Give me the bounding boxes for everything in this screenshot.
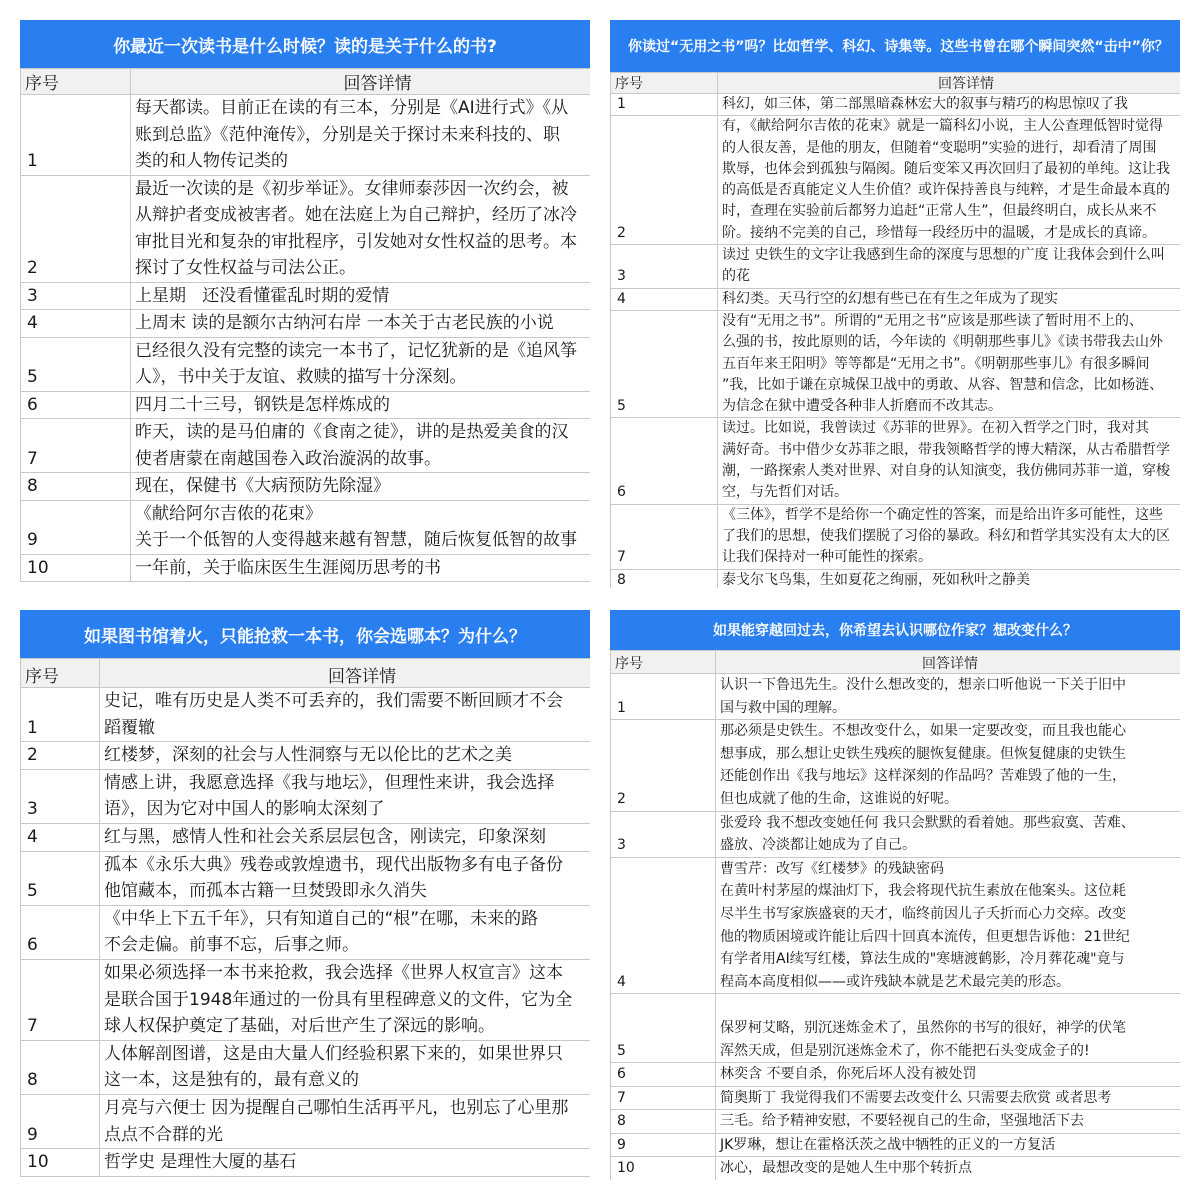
- table-row: [21, 823, 591, 851]
- answer-text: 冰心，最想改变的是她人生中那个转折点: [716, 1157, 1181, 1180]
- survey-panel-useless-books: [610, 20, 1180, 588]
- answer-text: 红与黑，感情人性和社会关系层层包含，刚读完，印象深刻: [100, 823, 591, 851]
- answer-text: 月亮与六便士 因为提醒自己哪怕生活再平凡，也别忘了心里那 点点不合群的光: [100, 1094, 591, 1148]
- row-number: 7: [611, 1086, 716, 1110]
- answer-text: 人体解剖图谱，这是由大量人们经验积累下来的，如果世界只 这一本，这是独有的，最有意义的: [100, 1040, 591, 1094]
- answer-text: 曹雪芹：改写《红楼梦》的残缺密码 在黄叶村茅屋的煤油灯下，我会将现代抗生素放在他案头。这位耗 尽半生书写家族盛衰的天才，临终前因儿子夭折而心力交瘁。改变 他的物质困境或许能让后四十回真本流传，但更想告诉他：21世纪 有学者用AI续写红楼，算法生成的"寒塘渡鹤影，冷月葬花魂"竟与 程高本高度相似——或许残缺本就是艺术最完美的形态。: [716, 857, 1181, 994]
- answer-text: 读过。比如说，我曾读过《苏菲的世界》。在初入哲学之门时，我对其 满好奇。书中借少女苏菲之眼，带我领略哲学的博大精深，从古希腊哲学 潮，一路探索人类对世界、对自身的认知演变，我仿佛同苏菲一道，穿梭 空，与先哲们对话。: [718, 418, 1181, 504]
- row-number: 8: [21, 1040, 100, 1094]
- row-number: 4: [21, 310, 131, 338]
- column-header-answer: 回答详情: [718, 73, 1181, 94]
- row-number: 4: [21, 823, 100, 851]
- row-number: 4: [611, 857, 716, 994]
- answer-text: 没有“无用之书”。所谓的“无用之书”应该是那些读了暂时用不上的、 么强的书，按此原则的话，今年读的《明朝那些事儿》《读书带我去山外 五百年来王阳明》等等都是“无用之书”。《明朝那些事儿》有很多瞬间 ”我，比如于谦在京城保卫战中的勇敢、从容、智慧和信念，比如杨涟、 为信念在狱中遭受各种非人折磨而不改其志。: [718, 310, 1181, 417]
- answer-text: 读过 史铁生的文字让我感到生命的深度与思想的广度 让我体会到什么叫 的花: [718, 245, 1181, 289]
- panel-title: 如果能穿越回过去，你希望去认识哪位作家？想改变什么？: [610, 610, 1180, 650]
- table-row: [21, 554, 591, 582]
- column-header-answer: 回答详情: [100, 659, 591, 688]
- row-number: 1: [611, 94, 718, 116]
- table-row: [21, 1094, 591, 1148]
- answers-table: [20, 68, 590, 582]
- row-number: 4: [611, 288, 718, 310]
- panel-title: 如果图书馆着火，只能抢救一本书，你会选哪本？为什么？: [20, 610, 590, 658]
- answer-text: 四月二十三号，钢铁是怎样炼成的: [131, 391, 591, 419]
- answer-text: 科幻，如三体，第二部黑暗森林宏大的叙事与精巧的构思惊叹了我: [718, 94, 1181, 116]
- table-row: [611, 1086, 1181, 1110]
- answer-text: 有，《献给阿尔吉侬的花束》就是一篇科幻小说，主人公查理低智时觉得 的人很友善，是他的朋友，但随着“变聪明”实验的进行，却看清了周围 欺辱，也体会到孤独与隔阂。随后变笨又再次回归了最初的单纯。这让我 的高低是否真能定义人生价值？或许保持善良与纯粹，才是生命最本真的 时，查理在实验前后都努力追赶“正常人生”，但最终明白，成长从来不 阶。接纳不完美的自己，珍惜每一段经历中的温暖，才是成长的真谛。: [718, 116, 1181, 245]
- answers-table: [610, 72, 1180, 588]
- answer-text: 已经很久没有完整的读完一本书了，记忆犹新的是《追风筝 人》，书中关于友谊、救赎的描写十分深刻。: [131, 337, 591, 391]
- table-row: [611, 994, 1181, 1063]
- table-row: [21, 851, 591, 905]
- table-header-row: [611, 73, 1181, 94]
- answer-text: 每天都读。目前正在读的有三本，分别是《AI进行式》《从 账到总监》《范仲淹传》，分别是关于探讨未来科技的、职 类的和人物传记类的: [131, 95, 591, 176]
- table-row: [21, 419, 591, 473]
- row-number: 6: [611, 1063, 716, 1087]
- answer-text: 昨天，读的是马伯庸的《食南之徒》，讲的是热爱美食的汉 使者唐蒙在南越国卷入政治漩涡的故事。: [131, 419, 591, 473]
- column-header-answer: 回答详情: [131, 69, 591, 95]
- table-row: [21, 905, 591, 959]
- table-row: [21, 310, 591, 338]
- answer-text: 情感上讲，我愿意选择《我与地坛》，但理性来讲，我会选择 语》，因为它对中国人的影响太深刻了: [100, 769, 591, 823]
- table-row: [611, 310, 1181, 417]
- panel-title: 你读过“无用之书”吗？比如哲学、科幻、诗集等。这些书曾在哪个瞬间突然“击中”你？: [610, 20, 1180, 72]
- row-number: 5: [21, 851, 100, 905]
- row-number: 6: [611, 418, 718, 504]
- table-row: [611, 1133, 1181, 1157]
- table-header-row: [611, 651, 1181, 674]
- table-row: [611, 116, 1181, 245]
- answer-text: 科幻类。天马行空的幻想有些已在有生之年成为了现实: [718, 288, 1181, 310]
- table-row: [21, 1149, 591, 1177]
- answer-text: 林奕含 不要自杀，你死后坏人没有被处罚: [716, 1063, 1181, 1087]
- row-number: 5: [611, 310, 718, 417]
- table-row: [611, 857, 1181, 994]
- column-header-number: 序号: [611, 651, 716, 674]
- table-row: [611, 288, 1181, 310]
- table-row: [611, 811, 1181, 857]
- row-number: 6: [21, 905, 100, 959]
- answers-table: [610, 650, 1180, 1180]
- row-number: 3: [611, 245, 718, 289]
- answer-text: 史记，唯有历史是人类不可丢弃的，我们需要不断回顾才不会 蹈覆辙: [100, 688, 591, 742]
- answer-text: 保罗柯艾略，别沉迷炼金术了，虽然你的书写的很好，神学的伏笔 浑然天成，但是别沉迷炼金术了，你不能把石头变成金子的!: [716, 994, 1181, 1063]
- table-row: [611, 1110, 1181, 1134]
- row-number: 10: [21, 554, 131, 582]
- table-row: [611, 1157, 1181, 1180]
- answer-text: 红楼梦，深刻的社会与人性洞察与无以伦比的艺术之美: [100, 742, 591, 770]
- answer-text: 一年前，关于临床医生生涯阅历思考的书: [131, 554, 591, 582]
- table-row: [21, 769, 591, 823]
- row-number: 9: [21, 1094, 100, 1148]
- answer-text: 孤本《永乐大典》残卷或敦煌遗书，现代出版物多有电子备份 他馆藏本，而孤本古籍一旦焚毁即永久消失: [100, 851, 591, 905]
- answer-text: 张爱玲 我不想改变她任何 我只会默默的看着她。那些寂寞、苦难、 盛放、冷淡都让她成为了自己。: [716, 811, 1181, 857]
- table-row: [21, 688, 591, 742]
- table-row: [21, 282, 591, 310]
- answer-text: 现在，保健书《大病预防先除湿》: [131, 473, 591, 501]
- answer-text: 《三体》，哲学不是给你一个确定性的答案，而是给出许多可能性，这些 了我们的思想，使我们摆脱了习俗的暴政。科幻和哲学其实没有太大的区 让我们保持对一种可能性的探索。: [718, 504, 1181, 569]
- answer-text: 那必须是史铁生。不想改变什么，如果一定要改变，而且我也能心 想事成，那么想让史铁生残疾的腿恢复健康。但恢复健康的史铁生 还能创作出《我与地坛》这样深刻的作品吗？苦难毁了他的一生， 但也成就了他的生命，这谁说的好呢。: [716, 720, 1181, 811]
- row-number: 3: [611, 811, 716, 857]
- answer-text: 三毛。给予精神安慰，不要轻视自己的生命，坚强地活下去: [716, 1110, 1181, 1134]
- table-row: [611, 720, 1181, 811]
- table-header-row: [21, 659, 591, 688]
- answer-text: 认识一下鲁迅先生。没什么想改变的，想亲口听他说一下关于旧中 国与救中国的理解。: [716, 674, 1181, 720]
- row-number: 8: [611, 1110, 716, 1134]
- survey-panel-time-travel-author: [610, 610, 1180, 1180]
- table-row: [611, 569, 1181, 588]
- table-row: [21, 959, 591, 1040]
- survey-panel-library-fire: [20, 610, 590, 1180]
- answers-table: [20, 658, 590, 1177]
- table-row: [611, 94, 1181, 116]
- table-row: [611, 1063, 1181, 1087]
- answer-text: 泰戈尔飞鸟集，生如夏花之绚丽，死如秋叶之静美: [718, 569, 1181, 588]
- answer-text: 哲学史 是理性大厦的基石: [100, 1149, 591, 1177]
- row-number: 7: [21, 419, 131, 473]
- table-row: [21, 337, 591, 391]
- table-row: [21, 742, 591, 770]
- row-number: 7: [611, 504, 718, 569]
- row-number: 1: [21, 95, 131, 176]
- row-number: 9: [611, 1133, 716, 1157]
- row-number: 10: [611, 1157, 716, 1180]
- row-number: 2: [611, 116, 718, 245]
- column-header-answer: 回答详情: [716, 651, 1181, 674]
- table-row: [21, 175, 591, 282]
- row-number: 6: [21, 391, 131, 419]
- table-row: [21, 473, 591, 501]
- answer-text: 简奥斯丁 我觉得我们不需要去改变什么 只需要去欣赏 或者思考: [716, 1086, 1181, 1110]
- table-row: [21, 95, 591, 176]
- table-row: [611, 674, 1181, 720]
- table-row: [611, 504, 1181, 569]
- row-number: 2: [611, 720, 716, 811]
- column-header-number: 序号: [611, 73, 718, 94]
- answer-text: JK罗琳，想让在霍格沃茨之战中牺牲的正义的一方复活: [716, 1133, 1181, 1157]
- row-number: 5: [611, 994, 716, 1063]
- answer-text: 上星期 还没看懂霍乱时期的爱情: [131, 282, 591, 310]
- answer-text: 上周末 读的是额尔古纳河右岸 一本关于古老民族的小说: [131, 310, 591, 338]
- row-number: 1: [611, 674, 716, 720]
- survey-panel-recent-reading: [20, 20, 590, 588]
- row-number: 3: [21, 282, 131, 310]
- row-number: 3: [21, 769, 100, 823]
- row-number: 2: [21, 742, 100, 770]
- table-row: [21, 500, 591, 554]
- answer-text: 《献给阿尔吉侬的花束》 关于一个低智的人变得越来越有智慧，随后恢复低智的故事: [131, 500, 591, 554]
- panel-title: 你最近一次读书是什么时候？读的是关于什么的书?: [20, 20, 590, 68]
- table-row: [611, 245, 1181, 289]
- column-header-number: 序号: [21, 659, 100, 688]
- table-row: [21, 391, 591, 419]
- answer-text: 如果必须选择一本书来抢救，我会选择《世界人权宣言》这本 是联合国于1948年通过的一份具有里程碑意义的文件，它为全 球人权保护奠定了基础，对后世产生了深远的影响。: [100, 959, 591, 1040]
- row-number: 7: [21, 959, 100, 1040]
- row-number: 5: [21, 337, 131, 391]
- column-header-number: 序号: [21, 69, 131, 95]
- answer-text: 最近一次读的是《初步举证》。女律师泰莎因一次约会，被 从辩护者变成被害者。她在法庭上为自己辩护，经历了冰冷 审批目光和复杂的审批程序，引发她对女性权益的思考。本 探讨了女性权益与司法公正。: [131, 175, 591, 282]
- table-header-row: [21, 69, 591, 95]
- row-number: 8: [611, 569, 718, 588]
- row-number: 8: [21, 473, 131, 501]
- row-number: 2: [21, 175, 131, 282]
- table-row: [21, 1040, 591, 1094]
- row-number: 10: [21, 1149, 100, 1177]
- row-number: 1: [21, 688, 100, 742]
- row-number: 9: [21, 500, 131, 554]
- table-row: [611, 418, 1181, 504]
- answer-text: 《中华上下五千年》，只有知道自己的“根”在哪，未来的路 不会走偏。前事不忘，后事之师。: [100, 905, 591, 959]
